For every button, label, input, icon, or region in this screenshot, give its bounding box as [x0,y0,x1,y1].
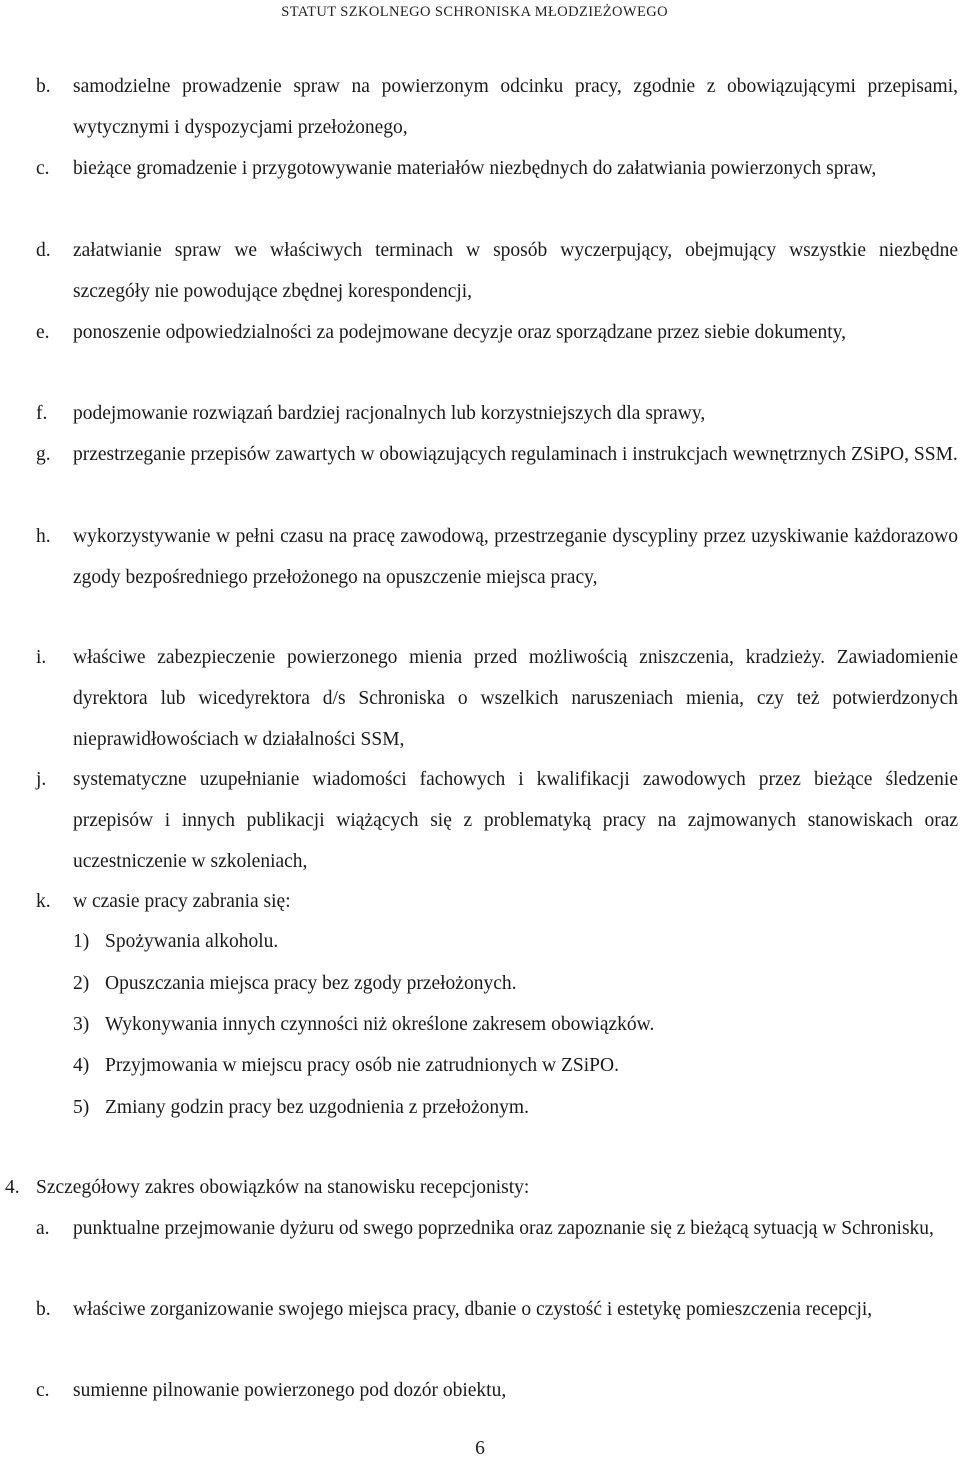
list-marker: b. [36,1299,51,1320]
list-text: systematyczne uzupełnianie wiadomości fachowych i kwalifikacji zawodowych przez bieżące śledzenie przepisów i innych publikacji wiążących się z problematyką pracy na zajmowanych stanowiskach oraz uczestniczenie w szkoleniach, [73,769,958,872]
list-text: wykorzystywanie w pełni czasu na pracę zawodową, przestrzeganie dyscypliny przez uzyskiwanie każdorazowo zgody bezpośredniego przełożonego na opuszczenie miejsca pracy, [73,526,958,588]
document-header: STATUT SZKOLNEGO SCHRONISKA MŁODZIEŻOWEGO [281,4,668,20]
sublist-text: Przyjmowania w miejscu pracy osób nie zatrudnionych w ZSiPO. [105,1055,619,1076]
sublist-text: Zmiany godzin pracy bez uzgodnienia z przełożonym. [105,1097,529,1118]
sublist-text: Wykonywania innych czynności niż określone zakresem obowiązków. [105,1014,655,1035]
page-number: 6 [475,1438,485,1459]
sublist-text: Spożywania alkoholu. [105,931,279,952]
list-text: podejmowanie rozwiązań bardziej racjonalnych lub korzystniejszych dla sprawy, [73,403,706,424]
sublist-text: Opuszczania miejsca pracy bez zgody przełożonych. [105,973,517,994]
list-marker: d. [36,240,51,261]
list-text: bieżące gromadzenie i przygotowywanie materiałów niezbędnych do załatwiania powierzonych spraw, [73,158,877,179]
list-marker: j. [36,769,47,790]
sublist-marker: 1) [73,931,90,952]
list-text: ponoszenie odpowiedzialności za podejmowane decyzje oraz sporządzane przez siebie dokumenty, [73,322,846,343]
list-marker: b. [36,76,51,97]
sublist-marker: 2) [73,973,90,994]
sublist-marker: 3) [73,1014,90,1035]
list-text: właściwe zabezpieczenie powierzonego mienia przed możliwością zniszczenia, kradzieży. Zawiadomienie dyrektora lub wicedyrektora d/s Schroniska o wszelkich naruszeniach mienia, czy też potwierdzonych nieprawidłowościach w działalności SSM, [73,647,958,750]
sublist-marker: 4) [73,1055,90,1076]
list-text: w czasie pracy zabrania się: [73,891,291,912]
list-marker: c. [36,1380,50,1401]
list-text: przestrzeganie przepisów zawartych w obowiązujących regulaminach i instrukcjach wewnętrznych ZSiPO, SSM. [73,444,958,465]
list-marker: h. [36,526,51,547]
list-text: samodzielne prowadzenie spraw na powierzonym odcinku pracy, zgodnie z obowiązującymi przepisami, wytycznymi i dyspozycjami przełożonego, [73,76,958,138]
list-marker: f. [36,403,48,424]
list-text: punktualne przejmowanie dyżuru od swego poprzednika oraz zapoznanie się z bieżącą sytuacją w Schronisku, [73,1218,934,1239]
list-marker: k. [36,891,51,912]
list-marker: c. [36,158,50,179]
list-marker: e. [36,322,50,343]
sublist-marker: 5) [73,1097,90,1118]
section-title: Szczegółowy zakres obowiązków na stanowisku recepcjonisty: [36,1177,530,1198]
list-marker: i. [36,647,47,668]
list-marker: g. [36,444,51,465]
list-text: sumienne pilnowanie powierzonego pod dozór obiektu, [73,1380,507,1401]
list-text: załatwianie spraw we właściwych terminach w sposób wyczerpujący, obejmujący wszystkie niezbędne szczegóły nie powodujące zbędnej korespondencji, [73,240,958,302]
section-number: 4. [5,1177,20,1198]
list-text: właściwe zorganizowanie swojego miejsca pracy, dbanie o czystość i estetykę pomieszczenia recepcji, [73,1299,873,1320]
list-marker: a. [36,1218,50,1239]
